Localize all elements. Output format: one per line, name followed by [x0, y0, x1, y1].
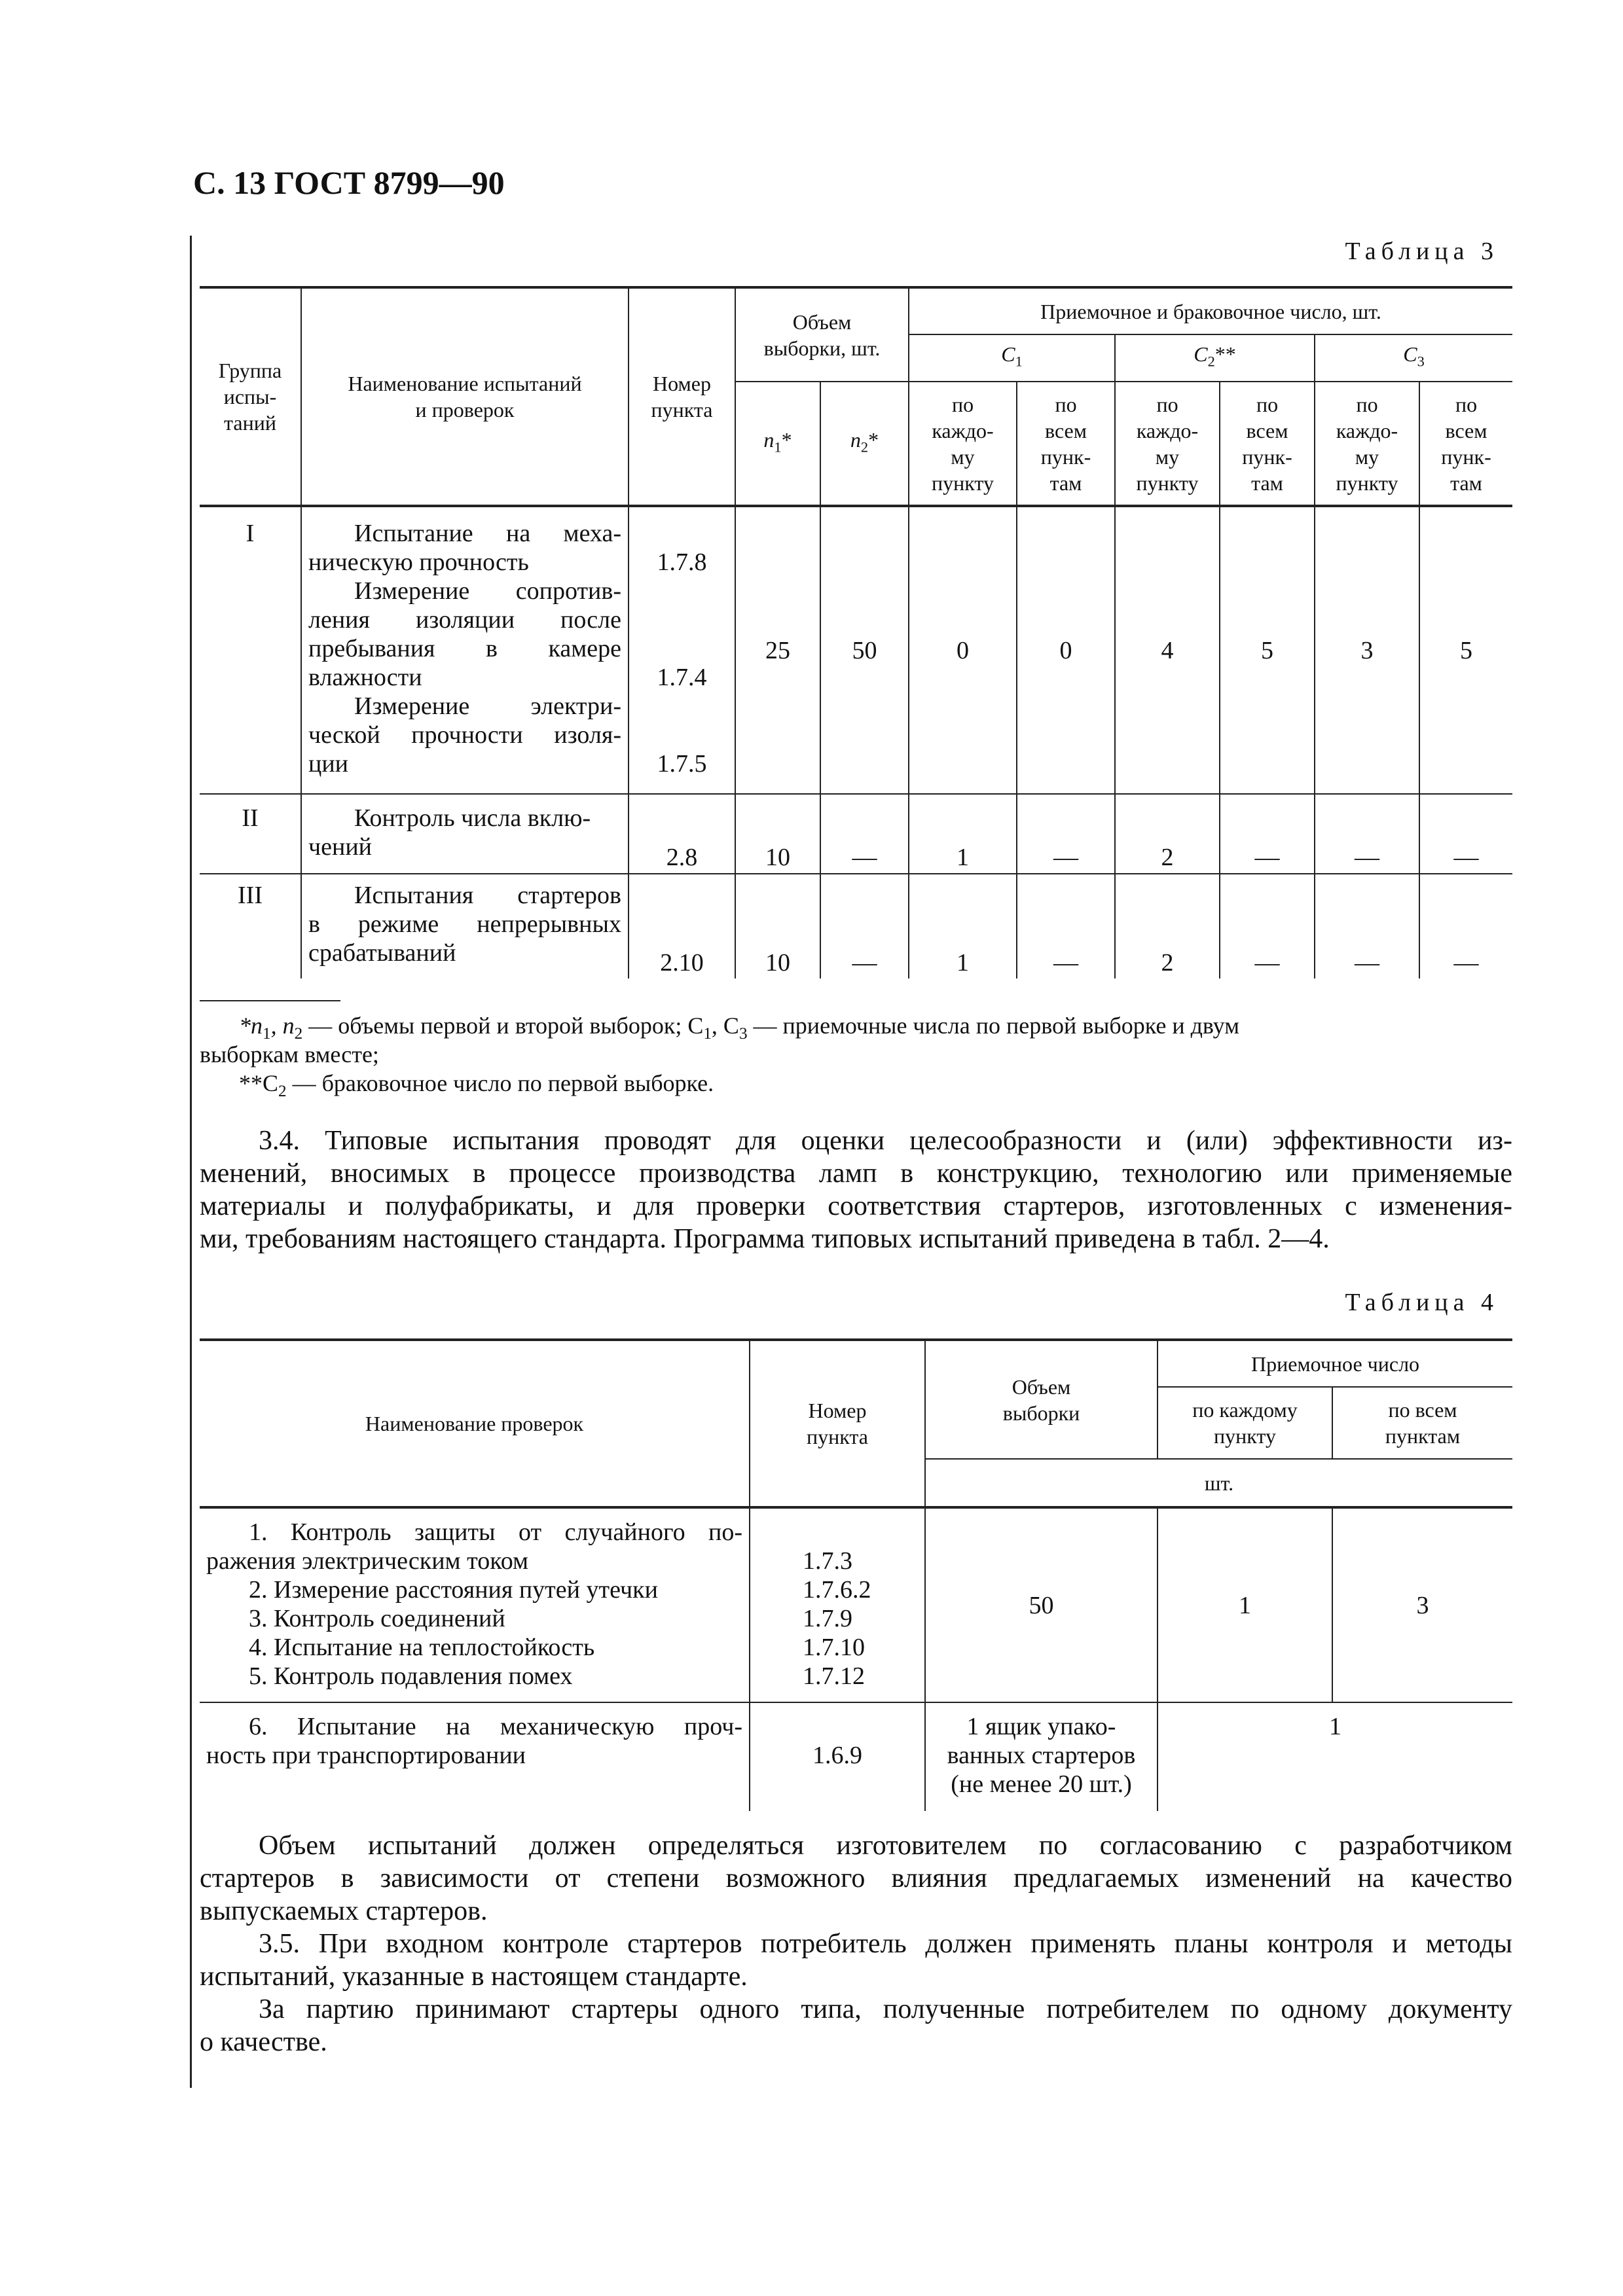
cell-c1-per-point: 0	[909, 506, 1017, 794]
cell-c3-per-point: —	[1315, 794, 1419, 874]
cell-c1-all-points: 0	[1017, 506, 1115, 794]
table-row	[200, 874, 1512, 978]
cell-group: III	[200, 874, 301, 978]
cell-test-name: Контроль числа вклю- чений	[301, 794, 629, 874]
th-test-name: Наименование испытаний и проверок	[301, 287, 629, 506]
th-c2-all-points: по всем пунк- там	[1220, 382, 1315, 506]
th-c1-per-point: по каждо- му пункту	[909, 382, 1017, 506]
cell-points: 2.8	[629, 794, 735, 874]
th-accept-reject: Приемочное и браковочное число, шт.	[909, 287, 1512, 334]
paragraph-batch: За партию принимают стартеры одного типа, полученные потребителем по одному документу о качестве.	[200, 1994, 1512, 2057]
cell-points: 1.7.3 1.7.6.2 1.7.9 1.7.10 1.7.12	[750, 1507, 925, 1702]
th-c1-all-points: по всем пунк- там	[1017, 382, 1115, 506]
th-per-point: по каждому пункту	[1158, 1387, 1332, 1459]
paragraph-volume: Объем испытаний должен определяться изготовителем по согласованию с разработчиком стартеров в зависимости от степени возможного влияния предлагаемых изменений на качество выпускаемых стартеров.	[200, 1831, 1512, 1926]
footnote-1: $*n_1$, $n_2$ — объемы первой и второй выборок; $C_1$, $C_3$ — приемочные числа по первой выборке и двум	[239, 1013, 1239, 1043]
cell-n1: 10	[735, 794, 820, 874]
table-4	[200, 1338, 1512, 1811]
cell-c1-all-points: —	[1017, 794, 1115, 874]
table4-caption: Таблица 4	[1345, 1289, 1499, 1316]
cell-n2: —	[820, 874, 909, 978]
th-c3-per-point: по каждо- му пункту	[1315, 382, 1419, 506]
cell-c3-all-points: 5	[1419, 506, 1512, 794]
table-row	[200, 1507, 1512, 1702]
cell-c1-per-point: 1	[909, 794, 1017, 874]
th-point: Номер пункта	[750, 1340, 925, 1507]
cell-all-points: 3	[1332, 1507, 1512, 1702]
cell-c3-all-points: —	[1419, 794, 1512, 874]
cell-check-name: 1. Контроль защиты от случайного по- ражения электрическим током 2. Измерение расстояния путей утечки 3. Контроль соединений 4. Испытание на теплостойкость 5. Контроль подавления помех	[200, 1507, 750, 1702]
paragraph-3-5: 3.5. При входном контроле стартеров потребитель должен применять планы контроля и методы испытаний, указанные в настоящем стандарте.	[200, 1929, 1512, 1992]
cell-c2-per-point: 2	[1115, 794, 1220, 874]
cell-c1-per-point: 1	[909, 874, 1017, 978]
cell-c2-all-points: —	[1220, 874, 1315, 978]
cell-n1: 25	[735, 506, 820, 794]
th-point: Номер пункта	[629, 287, 735, 506]
cell-test-name: Испытания стартеров в режиме непрерывных срабатываний	[301, 874, 629, 978]
cell-check-name: 6. Испытание на механическую проч- ность при транспортировании	[200, 1702, 750, 1811]
footnote-2: $**C_2$ — браковочное число по первой выборке.	[239, 1070, 714, 1101]
th-all-points: по всем пунктам	[1332, 1387, 1512, 1459]
cell-c2-all-points: —	[1220, 794, 1315, 874]
cell-c2-per-point: 2	[1115, 874, 1220, 978]
table-3	[200, 286, 1512, 978]
cell-c2-per-point: 4	[1115, 506, 1220, 794]
cell-c3-per-point: 3	[1315, 506, 1419, 794]
th-n1: $n_1*$	[735, 382, 820, 506]
th-check-name: Наименование проверок	[200, 1340, 750, 1507]
table3-caption: Таблица 3	[1345, 238, 1499, 265]
paragraph-3-4: 3.4. Типовые испытания проводят для оценки целесообразности и (или) эффективности из- менений, вносимых в процессе производства ламп в конструкцию, технологию или применяемые материалы и полуфабрикаты, и для проверки соответствия стартеров, изготовленных с изменения- ми, требованиям настоящего стандарта. Программа типовых испытаний приведена в табл. 2—4.	[200, 1126, 1512, 1254]
cell-c1-all-points: —	[1017, 874, 1115, 978]
th-n2: $n_2*$	[820, 382, 909, 506]
footnote-1-cont: выборкам вместе;	[200, 1041, 379, 1067]
cell-c2-all-points: 5	[1220, 506, 1315, 794]
cell-points: 2.10	[629, 874, 735, 978]
cell-n2: —	[820, 794, 909, 874]
th-c3-all-points: по всем пунк- там	[1419, 382, 1512, 506]
cell-group: I	[200, 506, 301, 794]
cell-c3-per-point: —	[1315, 874, 1419, 978]
table-row	[200, 506, 1512, 794]
cell-c3-all-points: —	[1419, 874, 1512, 978]
cell-points: 1.7.8 1.7.4 1.7.5	[629, 506, 735, 794]
th-c1: $C_1$	[909, 334, 1115, 382]
cell-test-name: Испытание на меха- ническую прочность Измерение сопротив- ления изоляции после пребывания в камере влажности Измерение электри- ческой прочности изоля- ции	[301, 506, 629, 794]
th-group: Группа испы- таний	[200, 287, 301, 506]
table-row	[200, 1702, 1512, 1811]
cell-sample: 1 ящик упако- ванных стартеров (не менее 20 шт.)	[925, 1702, 1158, 1811]
th-accept-number: Приемочное число	[1158, 1340, 1512, 1387]
cell-n2: 50	[820, 506, 909, 794]
cell-sample: 50	[925, 1507, 1158, 1702]
footnote-rule	[200, 1000, 340, 1001]
th-c3: $C_3$	[1315, 334, 1512, 382]
cell-per-point: 1	[1158, 1507, 1332, 1702]
table-row	[200, 794, 1512, 874]
th-sample-size: Объем выборки	[925, 1340, 1158, 1459]
margin-rule	[190, 236, 192, 2088]
page-header: С. 13 ГОСТ 8799—90	[193, 164, 505, 201]
cell-n1: 10	[735, 874, 820, 978]
th-c2: $C_2**$	[1115, 334, 1315, 382]
cell-accept: 1	[1158, 1702, 1512, 1811]
cell-point: 1.6.9	[750, 1702, 925, 1811]
th-c2-per-point: по каждо- му пункту	[1115, 382, 1220, 506]
cell-group: II	[200, 794, 301, 874]
th-sample-size: Объем выборки, шт.	[735, 287, 909, 382]
th-unit: шт.	[925, 1459, 1512, 1507]
